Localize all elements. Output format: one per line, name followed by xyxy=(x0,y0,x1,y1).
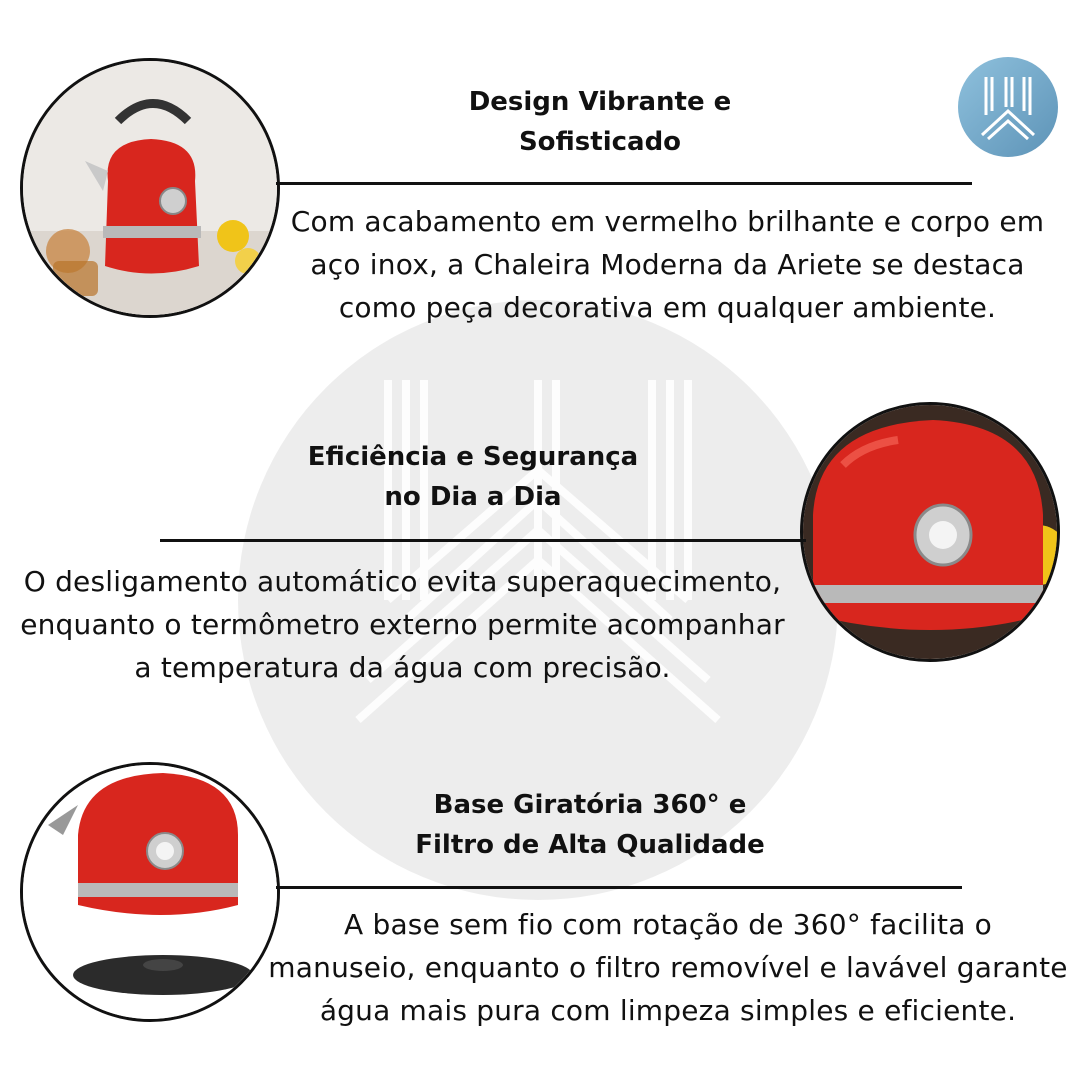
section-3-divider xyxy=(276,886,962,889)
section-2-heading: Eficiência e Segurança no Dia a Dia xyxy=(307,442,639,512)
section-1-heading: Design Vibrante e Sofisticado xyxy=(468,87,732,157)
section-2-divider xyxy=(160,539,806,542)
section-3-body: A base sem fio com rotação de 360° facilita o manuseio, enquanto o filtro removível e lavável garante água mais pura com limpeza simples e eficiente. xyxy=(268,908,1068,1027)
kettle-thermometer-closeup-photo-icon xyxy=(803,405,1057,659)
kettle-photo-3 xyxy=(20,762,280,1022)
section-1-divider xyxy=(276,182,972,185)
section-1-body: Com acabamento em vermelho brilhante e corpo em aço inox, a Chaleira Moderna da Ariete se destaca como peça decorativa em qualquer ambiente. xyxy=(290,205,1045,324)
kettle-rotating-base-photo-icon xyxy=(23,765,277,1019)
section-2-body: O desligamento automático evita superaquecimento, enquanto o termômetro externo permite acompanhar a temperatura da água com precisão. xyxy=(20,565,785,684)
red-kettle-photo-icon xyxy=(23,61,277,315)
kettle-photo-1 xyxy=(20,58,280,318)
kettle-photo-2 xyxy=(800,402,1060,662)
ariete-logo-icon xyxy=(956,55,1060,159)
section-3-heading: Base Giratória 360° e Filtro de Alta Qualidade xyxy=(415,790,765,860)
